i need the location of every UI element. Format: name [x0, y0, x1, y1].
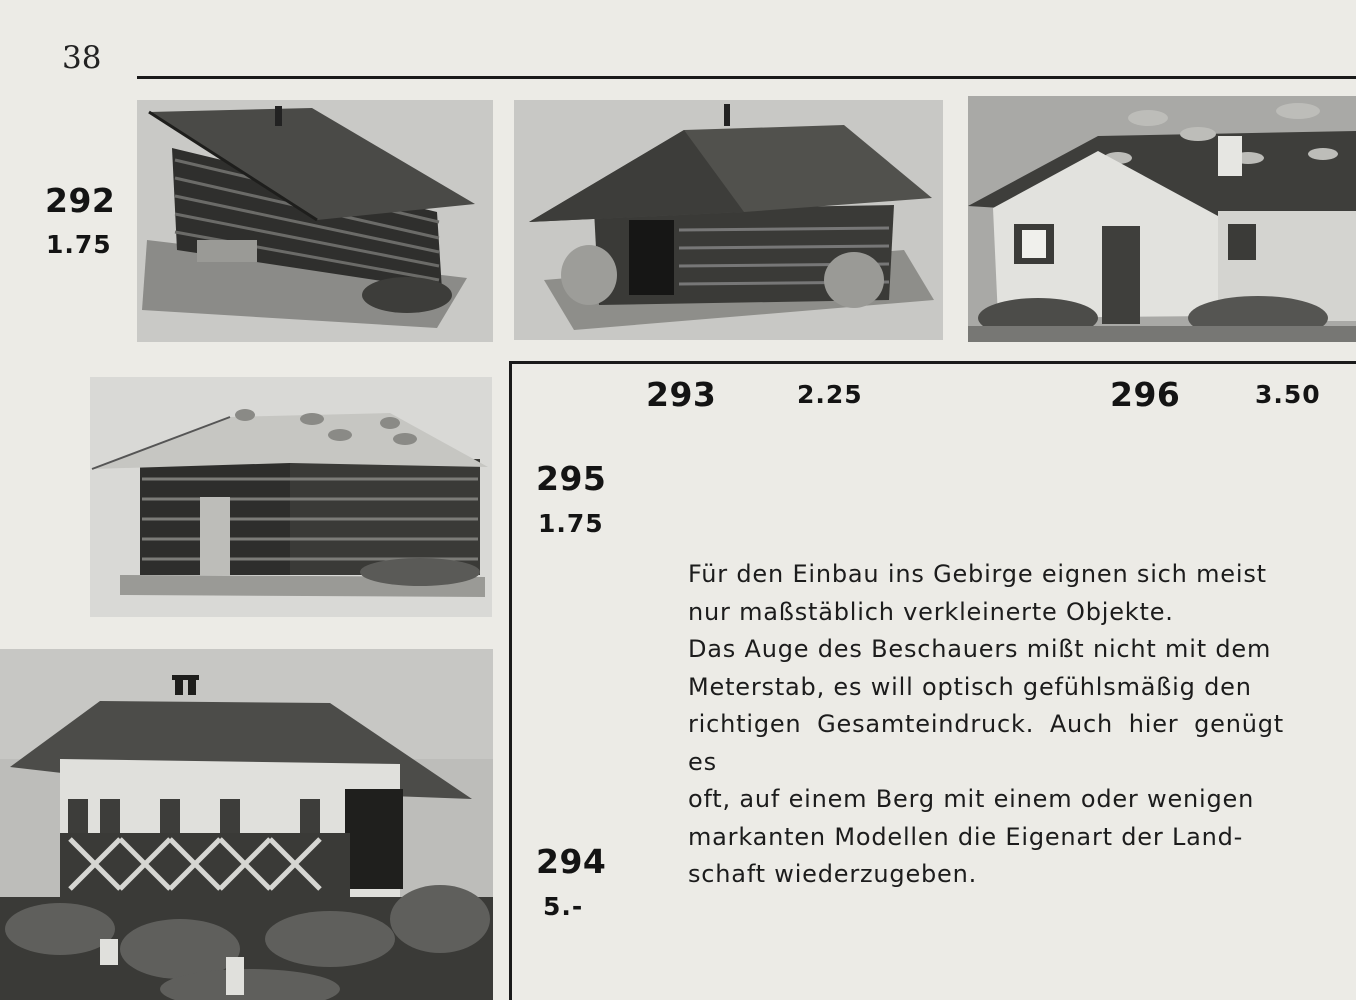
- description-line: oft, auf einem Berg mit einem oder wenigen: [688, 785, 1255, 813]
- description-line: richtigen Gesamteindruck. Auch hier genügt es: [688, 710, 1284, 776]
- description-line: Meterstab, es will optisch gefühlsmäßig den: [688, 672, 1252, 701]
- description-text: [688, 556, 1284, 894]
- text-frame-top-rule: [509, 361, 1356, 364]
- top-rule: [137, 76, 1356, 79]
- description-line: markanten Modellen die Eigenart der Land-: [688, 822, 1244, 851]
- item-price-296: 3.50: [1255, 380, 1321, 409]
- description-line: schaft wiederzugeben.: [688, 860, 978, 888]
- item-number-295: 295: [536, 459, 607, 498]
- description-line: nur maßstäblich verkleinerte Objekte.: [688, 597, 1174, 626]
- photo-log-cabin-292: [137, 100, 493, 342]
- item-price-293: 2.25: [797, 380, 863, 409]
- item-price-295: 1.75: [538, 509, 604, 538]
- item-number-294: 294: [536, 842, 607, 881]
- text-frame-left-rule: [509, 361, 512, 1000]
- item-number-296: 296: [1110, 375, 1181, 414]
- photo-chalet-294: [0, 649, 493, 1000]
- item-number-292: 292: [45, 181, 116, 220]
- photo-chalet-296: [968, 96, 1356, 342]
- item-price-292: 1.75: [46, 230, 112, 259]
- page-number: 38: [62, 40, 102, 76]
- item-number-293: 293: [646, 375, 717, 414]
- description-line: Das Auge des Beschauers mißt nicht mit dem: [688, 635, 1272, 663]
- photo-log-cabin-293: [514, 100, 943, 340]
- photo-log-cabin-295: [90, 377, 492, 617]
- description-line: Für den Einbau ins Gebirge eignen sich meist: [688, 560, 1267, 588]
- item-price-294: 5.-: [543, 892, 584, 921]
